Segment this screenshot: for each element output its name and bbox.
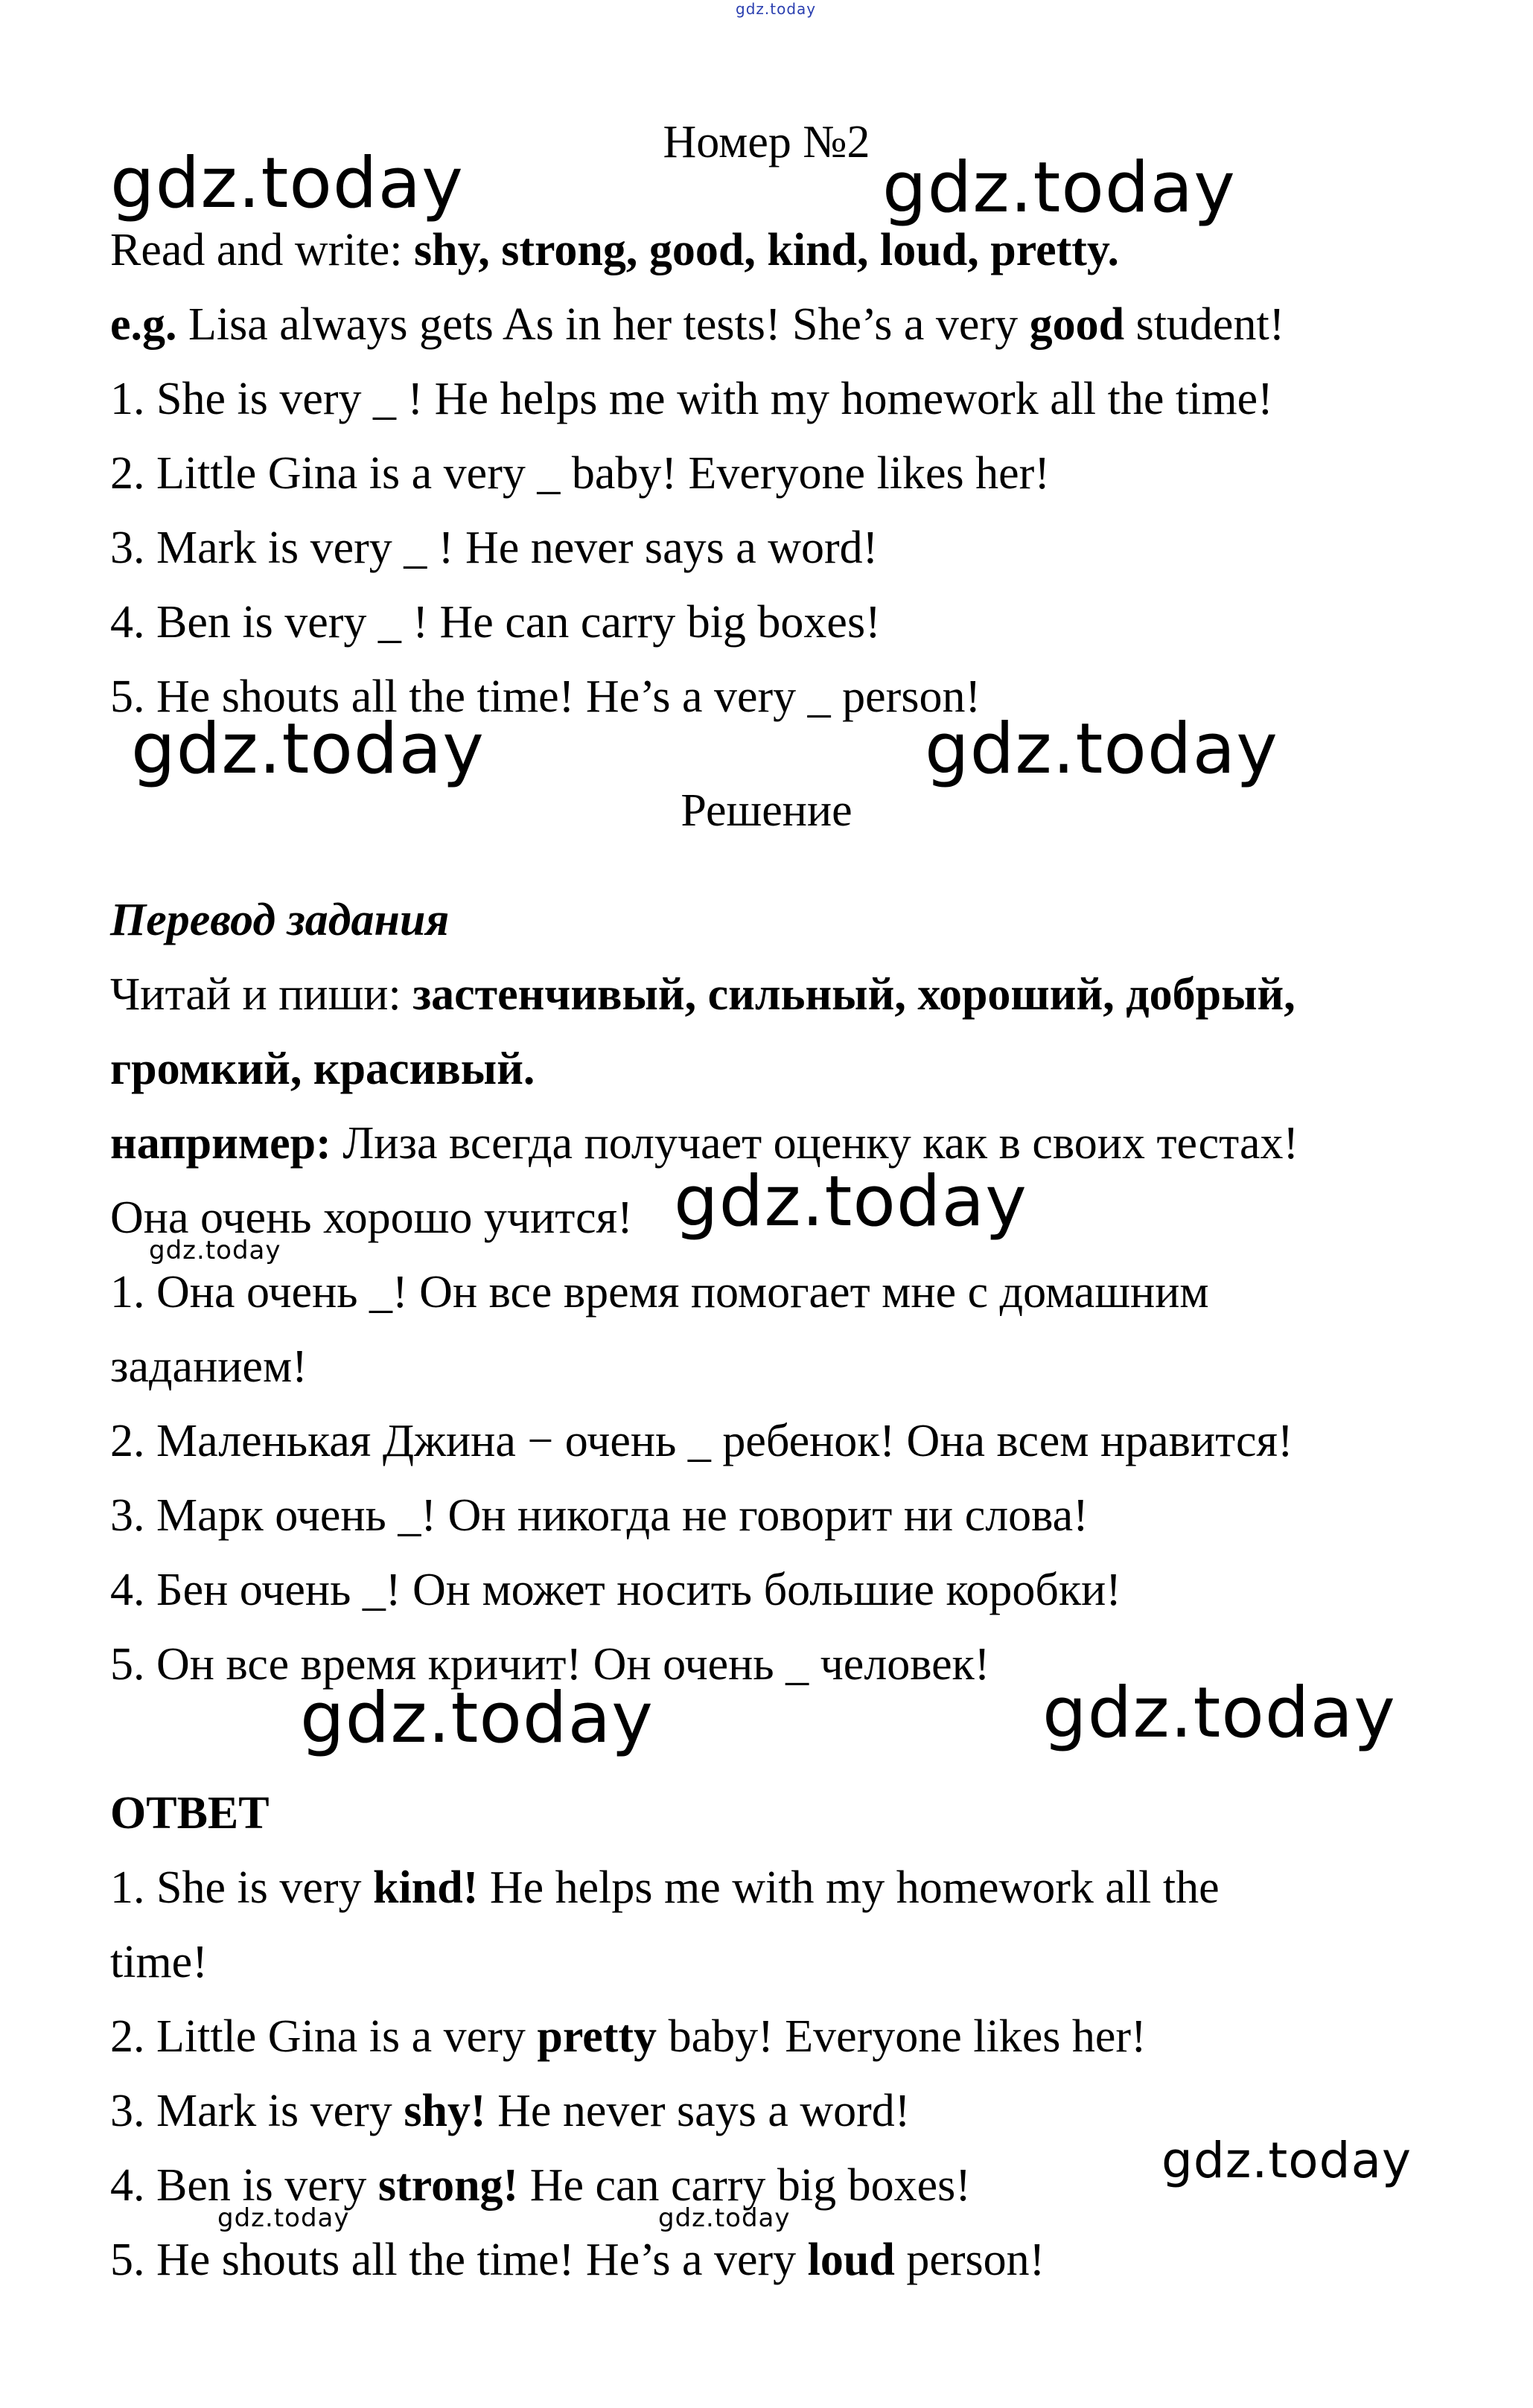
watermark-small: gdz.today	[217, 2203, 350, 2233]
translation-item-2: 2. Маленькая Джина − очень _ ребенок! Она всем нравится!	[110, 1416, 1293, 1466]
translation-item-3: 3. Марк очень _! Он никогда не говорит ни слова!	[110, 1490, 1089, 1541]
translation-example: например: Лиза всегда получает оценку как в своих тестах!	[110, 1118, 1299, 1169]
watermark: gdz.today	[925, 709, 1278, 790]
translation-example-cont: Она очень хорошо учится!	[110, 1192, 633, 1243]
watermark: gdz.today	[674, 1161, 1027, 1242]
task-item-2: 2. Little Gina is a very _ baby! Everyone likes her!	[110, 448, 1050, 499]
watermark-small: gdz.today	[149, 1236, 281, 1265]
task-item-4: 4. Ben is very _ ! He can carry big boxes!	[110, 597, 881, 648]
watermark: gdz.today	[882, 147, 1236, 229]
translation-instruction-cont: громкий, красивый.	[110, 1044, 535, 1094]
task-instruction: Read and write: shy, strong, good, kind, loud, pretty.	[110, 225, 1119, 275]
task-item-5: 5. He shouts all the time! He’s a very _ person!	[110, 671, 981, 722]
answer-item-2: 2. Little Gina is a very pretty baby! Everyone likes her!	[110, 2011, 1147, 2062]
translation-heading: Перевод задания	[110, 895, 450, 945]
translation-item-4: 4. Бен очень _! Он может носить большие коробки!	[110, 1565, 1121, 1615]
watermark-top: gdz.today	[736, 0, 817, 18]
watermark: gdz.today	[110, 143, 464, 224]
watermark: gdz.today	[131, 709, 485, 790]
answer-item-1: 1. She is very kind! He helps me with my homework all the	[110, 1862, 1220, 1913]
page-title: Номер №2	[663, 117, 870, 167]
translation-item-1: 1. Она очень _! Он все время помогает мне с домашним	[110, 1267, 1209, 1318]
translation-item-1-cont: заданием!	[110, 1341, 307, 1392]
solution-title: Решение	[681, 785, 852, 836]
watermark: gdz.today	[300, 1678, 654, 1759]
answer-item-4: 4. Ben is very strong! He can carry big boxes!	[110, 2160, 971, 2211]
task-item-3: 3. Mark is very _ ! He never says a word!	[110, 523, 879, 573]
answer-heading: ОТВЕТ	[110, 1788, 270, 1839]
watermark-medium: gdz.today	[1161, 2132, 1412, 2189]
task-item-1: 1. She is very _ ! He helps me with my homework all the time!	[110, 374, 1273, 424]
answer-item-3: 3. Mark is very shy! He never says a word!	[110, 2086, 911, 2136]
watermark-small: gdz.today	[658, 2203, 791, 2233]
answer-item-1-cont: time!	[110, 1937, 208, 1987]
watermark: gdz.today	[1042, 1673, 1396, 1754]
translation-item-5: 5. Он все время кричит! Он очень _ человек!	[110, 1639, 990, 1690]
task-example: e.g. Lisa always gets As in her tests! She’s a very good student!	[110, 299, 1285, 350]
answer-item-5: 5. He shouts all the time! He’s a very loud person!	[110, 2235, 1045, 2285]
translation-instruction: Читай и пиши: застенчивый, сильный, хороший, добрый,	[110, 969, 1295, 1020]
